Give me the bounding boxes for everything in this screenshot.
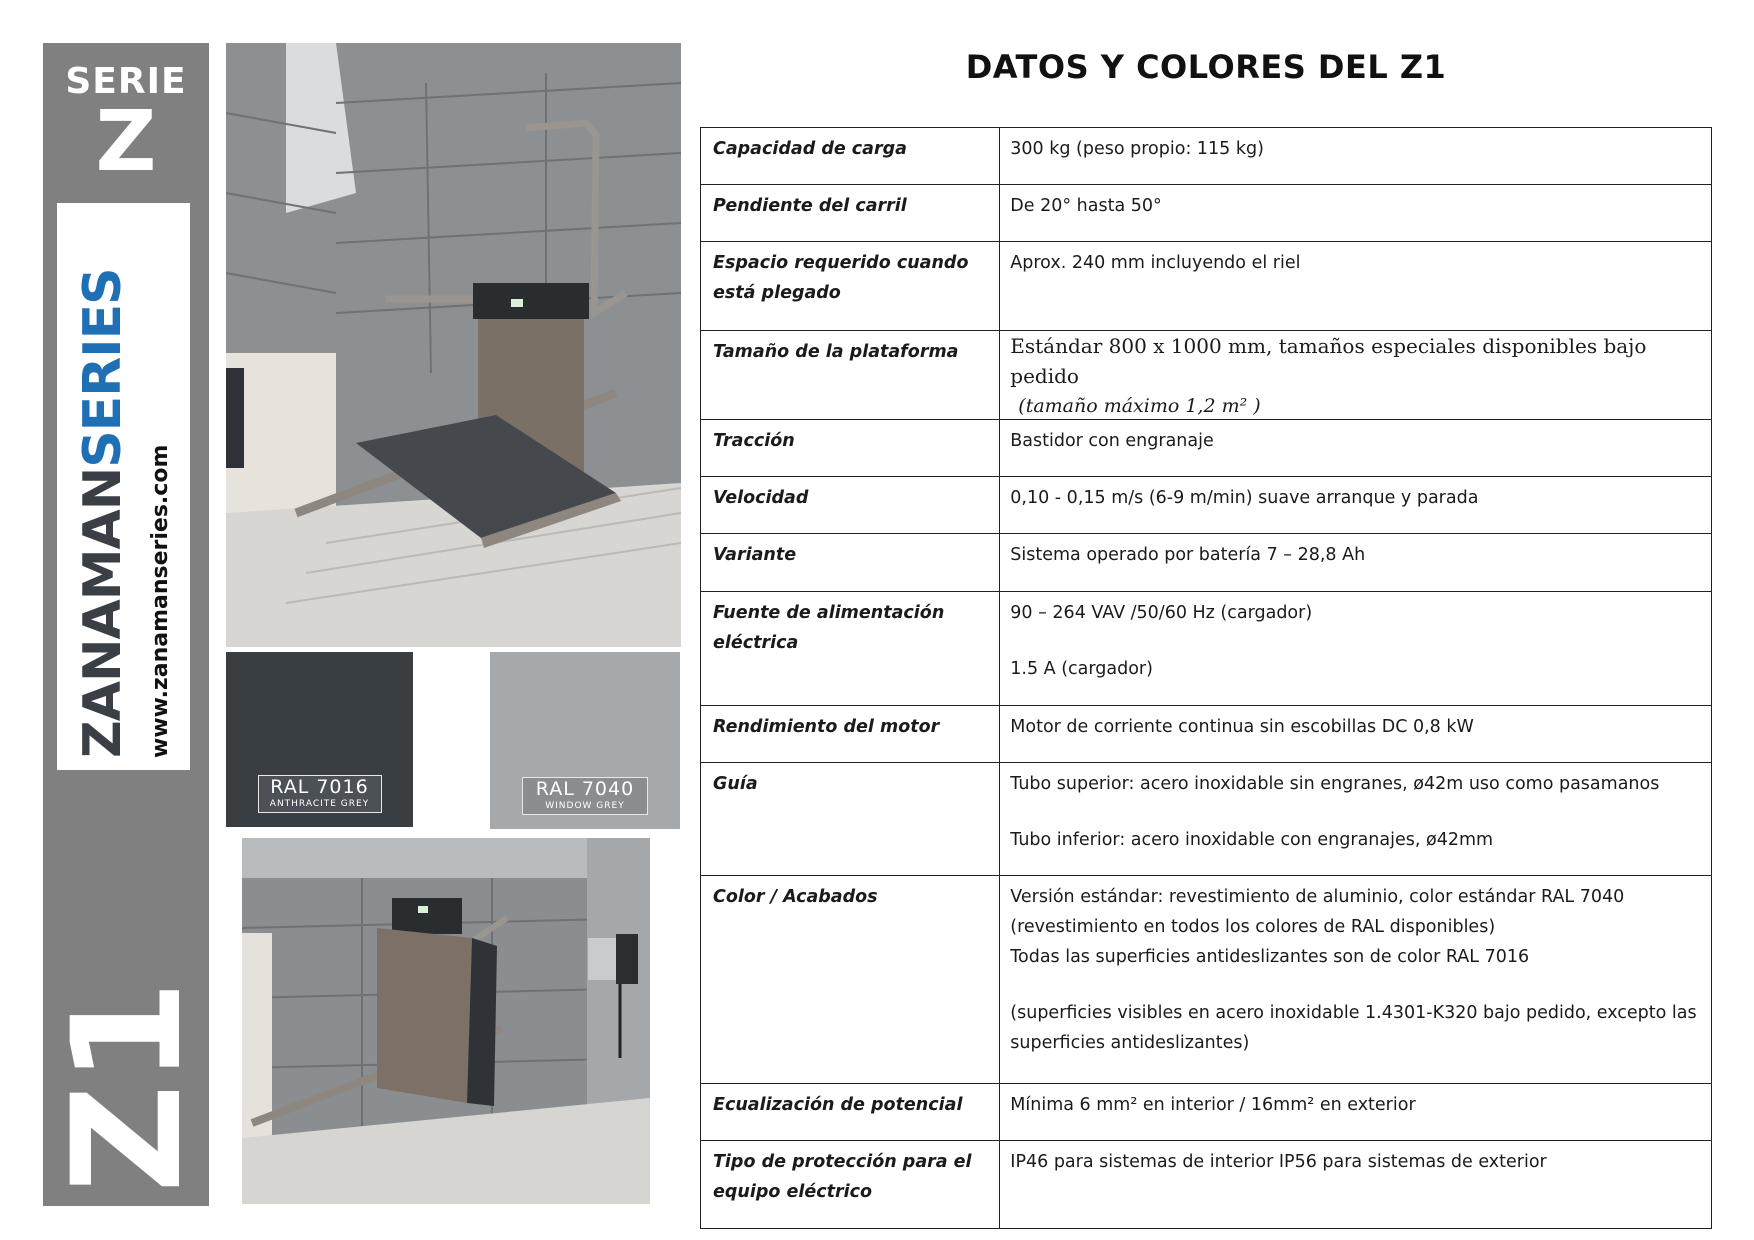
- model-name: Z1: [41, 979, 215, 1193]
- spec-value: Motor de corriente continua sin escobillas DC 0,8 kW: [1000, 706, 1712, 763]
- table-row: [701, 763, 1712, 876]
- swatch-name: ANTHRACITE GREY: [269, 799, 370, 809]
- spec-value-2: (superficies visibles en acero inoxidable 1.4301-K320 bajo pedido, excepto las superficies antideslizantes): [1010, 1003, 1697, 1053]
- swatch-code: RAL 7040: [535, 778, 635, 800]
- spec-value-cell: [1000, 331, 1712, 420]
- brand-wordmark: [73, 203, 133, 758]
- swatch-ral-7016: [226, 652, 413, 827]
- website-link[interactable]: www.zanamanseries.com: [148, 444, 173, 758]
- table-row: [701, 1141, 1712, 1229]
- spec-label: Tipo de protección para el equipo eléctrico: [701, 1141, 1000, 1229]
- spec-label: Tamaño de la plataforma: [701, 331, 1000, 420]
- table-row: [701, 1084, 1712, 1141]
- table-row: [701, 706, 1712, 763]
- spec-value-2: Tubo inferior: acero inoxidable con engranajes, ø42mm: [1010, 830, 1494, 850]
- spec-label: Pendiente del carril: [701, 185, 1000, 242]
- photo-lift-unfolded: [226, 43, 681, 647]
- spec-value: Bastidor con engranaje: [1000, 420, 1712, 477]
- spec-value: IP46 para sistemas de interior IP56 para sistemas de exterior: [1000, 1141, 1712, 1229]
- spec-value: Estándar 800 x 1000 mm, tamaños especiales disponibles bajo pedido: [1010, 334, 1647, 388]
- brand-logo: [57, 203, 190, 770]
- table-row: [701, 477, 1712, 534]
- spec-value-note: (tamaño máximo 1,2 m² ): [1018, 395, 1261, 417]
- spec-value: 0,10 - 0,15 m/s (6-9 m/min) suave arranque y parada: [1000, 477, 1712, 534]
- spec-value: Aprox. 240 mm incluyendo el riel: [1000, 242, 1712, 331]
- table-row: [701, 420, 1712, 477]
- table-row: [701, 592, 1712, 706]
- spec-value-cell: [1000, 876, 1712, 1084]
- spec-value: De 20° hasta 50°: [1000, 185, 1712, 242]
- spec-value-b: Todas las superficies antideslizantes son de color RAL 7016: [1010, 947, 1530, 967]
- table-row: [701, 242, 1712, 331]
- spec-value-cell: [1000, 592, 1712, 706]
- swatch-label: [522, 777, 648, 815]
- side-band: [41, 43, 215, 1206]
- spec-value: 300 kg (peso propio: 115 kg): [1000, 128, 1712, 185]
- table-row: [701, 185, 1712, 242]
- swatch-label: [258, 775, 382, 813]
- spec-value: Mínima 6 mm² en interior / 16mm² en exterior: [1000, 1084, 1712, 1141]
- serie-label: SERIE: [65, 61, 187, 102]
- spec-label: Rendimiento del motor: [701, 706, 1000, 763]
- table-row: [701, 876, 1712, 1084]
- brand-part-1: ZANAMAN: [73, 467, 133, 758]
- spec-label: Tracción: [701, 420, 1000, 477]
- table-row: [701, 534, 1712, 592]
- spec-value-cell: [1000, 763, 1712, 876]
- spec-value: 90 – 264 VAV /50/60 Hz (cargador): [1010, 603, 1313, 623]
- spec-label: Velocidad: [701, 477, 1000, 534]
- spec-value: Versión estándar: revestimiento de aluminio, color estándar RAL 7040 (revestimiento en todos los colores de RAL disponibles): [1010, 887, 1625, 937]
- swatch-ral-7040: [490, 652, 680, 829]
- spec-label: Espacio requerido cuando está plegado: [701, 242, 1000, 331]
- spec-value-2: 1.5 A (cargador): [1010, 659, 1153, 679]
- spec-label: Guía: [701, 763, 1000, 876]
- page-title: DATOS Y COLORES DEL Z1: [965, 48, 1447, 86]
- spec-label: Fuente de alimentación eléctrica: [701, 592, 1000, 706]
- swatch-code: RAL 7016: [270, 776, 369, 798]
- photo-lift-folded: [242, 838, 650, 1204]
- table-row: [701, 331, 1712, 420]
- serie-letter: Z: [95, 92, 157, 190]
- spec-label: Ecualización de potencial: [701, 1084, 1000, 1141]
- swatch-name: WINDOW GREY: [545, 801, 625, 811]
- spec-value: Sistema operado por batería 7 – 28,8 Ah: [1000, 534, 1712, 592]
- spec-label: Capacidad de carga: [701, 128, 1000, 185]
- spec-value: Tubo superior: acero inoxidable sin engranes, ø42m uso como pasamanos: [1010, 774, 1660, 794]
- spec-label: Color / Acabados: [701, 876, 1000, 1084]
- table-row: [701, 128, 1712, 185]
- brand-part-2: SERIES: [73, 268, 133, 468]
- specs-table: [700, 127, 1712, 1229]
- spec-label: Variante: [701, 534, 1000, 592]
